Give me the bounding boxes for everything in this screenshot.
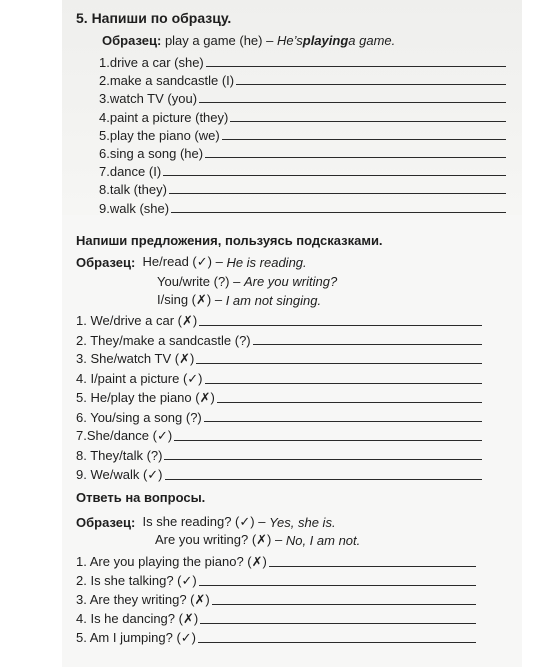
answer-line[interactable] <box>205 157 506 158</box>
exercise-item <box>76 590 476 608</box>
exercise-item-prompt: 9.walk (she) <box>99 200 170 216</box>
answer-line[interactable] <box>169 193 506 194</box>
exercise-item-prompt: 4. Is he dancing? (✗) <box>76 611 199 626</box>
exercise-item-prompt: 4. I/paint a picture (✓) <box>76 370 203 386</box>
answer-line[interactable] <box>253 344 482 345</box>
exercise-item <box>76 609 476 627</box>
answer-line[interactable] <box>205 383 482 384</box>
exercise-5-example: Образец: play a game (he) – He’s playing a game. <box>102 33 396 48</box>
answer-line[interactable] <box>236 84 506 85</box>
exercise-item <box>76 571 476 589</box>
exercise-item <box>76 552 476 570</box>
answer-line[interactable] <box>171 212 506 213</box>
answer-line[interactable] <box>212 604 476 605</box>
exercise-item <box>99 88 506 106</box>
answer-line[interactable] <box>199 325 482 326</box>
exercise-item-prompt: 5. Am I jumping? (✓) <box>76 630 196 645</box>
exercise-5-title: 5. Напиши по образцу. <box>76 10 232 26</box>
answer-line[interactable] <box>199 585 476 586</box>
exercise-item <box>76 445 482 463</box>
answer-line[interactable] <box>199 102 506 103</box>
exercise-item <box>99 107 506 125</box>
answer-line[interactable] <box>230 121 506 122</box>
exercise-item-prompt: 1. We/drive a car (✗) <box>76 313 198 328</box>
exercise-item <box>76 311 482 329</box>
exercise-item <box>76 349 482 367</box>
exercise-item-prompt: 5. He/play the piano (✗) <box>76 389 215 405</box>
exercise-item-prompt: 2. They/make a sandcastle (?) <box>76 333 251 349</box>
answer-line[interactable] <box>222 139 506 140</box>
exercise-item-prompt: 1. Are you playing the piano? (✗) <box>76 554 267 569</box>
exercise-item <box>99 179 506 197</box>
exercise-item <box>76 330 482 348</box>
exercise-7-example-2: Are you writing? (✗) – No, I am not. <box>155 532 361 548</box>
exercise-item-prompt: 2.make a sandcastle (I) <box>99 73 235 89</box>
exercise-7-title: Ответь на вопросы. <box>76 490 206 505</box>
exercise-item-prompt: 2. Is she talking? (✓) <box>76 573 197 588</box>
exercise-item-prompt: 9. We/walk (✓) <box>76 466 163 482</box>
answer-line[interactable] <box>206 66 506 67</box>
exercise-item <box>76 465 482 483</box>
exercise-item-prompt: 8. They/talk (?) <box>76 448 163 464</box>
exercise-item <box>99 161 506 179</box>
exercise-item-prompt: 3. Are they writing? (✗) <box>76 592 210 607</box>
exercise-item-prompt: 3.watch TV (you) <box>99 91 198 107</box>
exercise-item <box>76 407 482 425</box>
answer-line[interactable] <box>164 459 482 460</box>
exercise-item <box>76 426 482 444</box>
answer-line[interactable] <box>196 363 482 364</box>
exercise-item <box>99 143 506 161</box>
exercise-6-example-1: Образец: He/read (✓) – He is reading. <box>76 254 307 270</box>
exercise-item-prompt: 8.talk (they) <box>99 182 167 198</box>
answer-line[interactable] <box>217 402 482 403</box>
answer-line[interactable] <box>200 623 476 624</box>
exercise-7-example-1: Образец: Is she reading? (✓) – Yes, she is. <box>76 514 336 530</box>
exercise-item <box>76 388 482 406</box>
exercise-6-example-3: I/sing (✗) – I am not singing. <box>157 292 322 308</box>
exercise-item-prompt: 7.dance (I) <box>99 164 162 180</box>
exercise-6-example-2: You/write (?) – Are you writing? <box>157 274 338 289</box>
exercise-item-prompt: 5.play the piano (we) <box>99 127 220 143</box>
answer-line[interactable] <box>174 440 482 441</box>
exercise-item <box>99 70 506 88</box>
exercise-item-prompt: 1.drive a car (she) <box>99 55 204 70</box>
answer-line[interactable] <box>204 421 482 422</box>
exercise-6-title: Напиши предложения, пользуясь подсказками. <box>76 233 383 248</box>
answer-line[interactable] <box>165 479 483 480</box>
exercise-item-prompt: 7.She/dance (✓) <box>76 428 173 444</box>
exercise-item-prompt: 6. You/sing a song (?) <box>76 410 202 425</box>
exercise-item <box>76 369 482 387</box>
answer-line[interactable] <box>163 175 506 176</box>
exercise-item-prompt: 6.sing a song (he) <box>99 146 204 161</box>
exercise-item <box>99 125 506 143</box>
answer-line[interactable] <box>198 642 476 643</box>
exercise-item-prompt: 4.paint a picture (they) <box>99 109 229 125</box>
exercise-item <box>99 198 506 216</box>
exercise-item <box>99 52 506 70</box>
exercise-item-prompt: 3. She/watch TV (✗) <box>76 351 195 367</box>
answer-line[interactable] <box>269 566 476 567</box>
exercise-item <box>76 628 476 646</box>
